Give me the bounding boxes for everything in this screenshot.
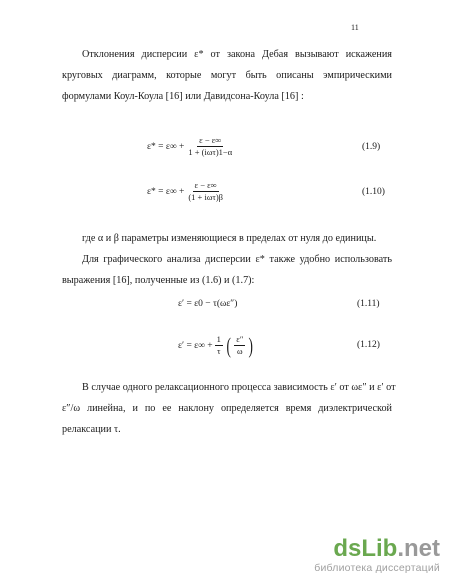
equation-1-11 [178,299,237,309]
equation-number: (1.9) [362,142,381,152]
equation-lhs: ε* = ε∞ + [147,141,185,152]
watermark-logo[interactable] [333,537,440,561]
equation-fraction [186,180,225,203]
fraction-denominator: 1 + (iωτ)1−α [188,147,233,157]
watermark-title-domain: .net [397,535,440,562]
watermark-subtitle: библиотека диссертаций [314,562,440,574]
paragraph-line: выражения [16], полученные из (1.6) и (1.7): [62,275,255,286]
open-paren-icon: ( [226,332,231,358]
fraction-denominator: ω [237,346,243,356]
equation-1-9 [147,135,236,158]
paragraph-line: Для графического анализа дисперсии ε* также удобно использовать [82,254,392,265]
paragraph-parameters [62,228,392,249]
equation-1-12 [178,334,255,357]
page-number: 11 [351,23,359,32]
paragraph-intro [62,44,392,107]
equation-body: ε′ = ε0 − τ(ωε″) [178,299,238,309]
fraction-numerator: ε″ [236,334,244,344]
paragraph-line: Отклонения дисперсии ε* от закона Дебая вызывают искажения [82,49,392,60]
fraction-numerator: ε − ε∞ [199,135,222,145]
paragraph-relaxation [62,377,396,440]
equation-fraction [186,135,234,158]
paragraph-line: В случае одного релаксационного процесса зависимость ε′ от ωε″ и ε′ от [82,382,396,393]
equation-fraction [215,334,223,357]
equation-number: (1.10) [362,187,385,197]
site-watermark[interactable] [314,537,440,574]
paragraph-line: ε″/ω линейна, и по ее наклону определяется время диэлектрической [62,403,392,414]
paragraph-line: релаксации τ. [62,424,121,435]
watermark-title-main: dsLib [333,535,398,562]
paragraph-line: формулами Коул-Коула [16] или Давидсона-Коула [16] : [62,91,304,102]
paragraph-graphical-analysis [62,249,392,291]
paragraph-line: где α и β параметры изменяющиеся в пределах от нуля до единицы. [82,233,377,244]
equation-number: (1.11) [357,299,380,309]
close-paren-icon: ) [248,332,254,358]
equation-lhs: ε′ = ε∞ + [178,340,213,351]
fraction-numerator: ε − ε∞ [194,180,217,190]
equation-number: (1.12) [357,340,380,350]
paragraph-line: круговых диаграмм, которые могут быть описаны эмпирическими [62,70,392,81]
fraction-denominator: (1 + iωτ)β [188,192,223,202]
equation-fraction [234,334,245,357]
equation-1-10 [147,180,227,203]
fraction-denominator: τ [217,346,221,356]
equation-lhs: ε* = ε∞ + [147,186,185,197]
fraction-numerator: 1 [216,334,221,344]
